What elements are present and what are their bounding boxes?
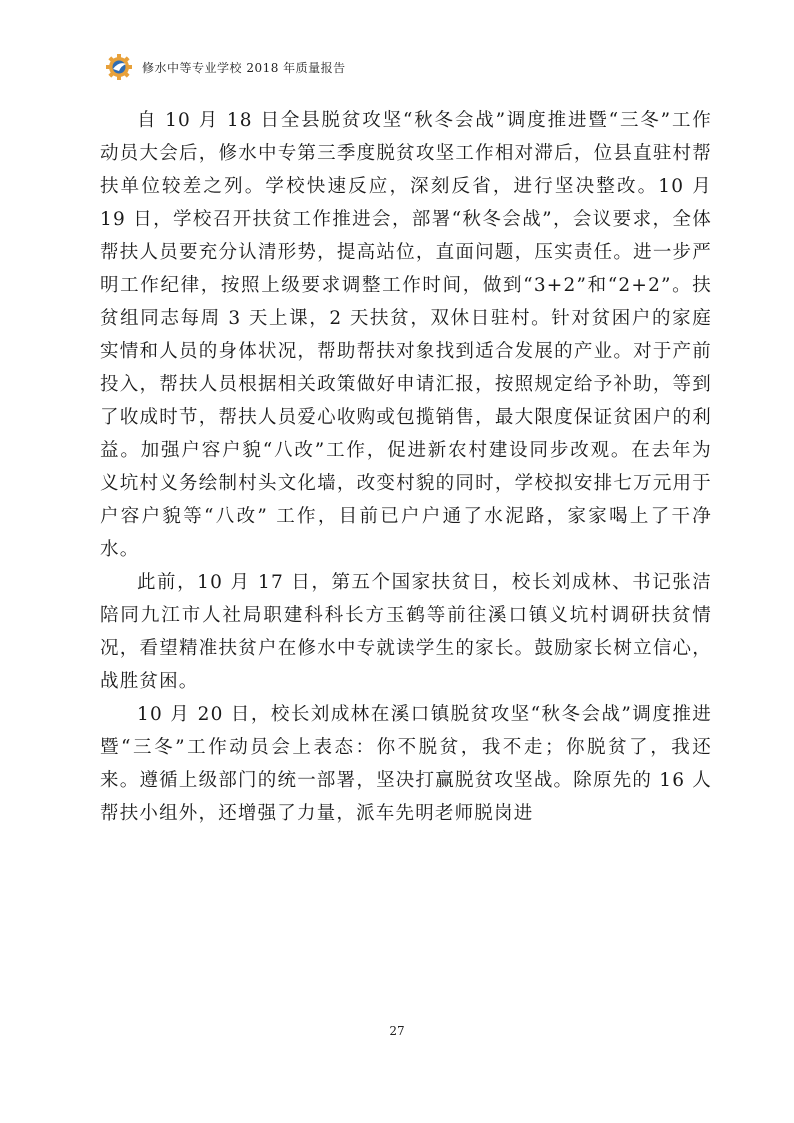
school-logo-icon	[104, 52, 134, 82]
document-body	[100, 104, 712, 830]
report-title: 修水中等专业学校 2018 年质量报告	[142, 60, 346, 75]
page-number: 27	[389, 1024, 405, 1038]
paragraph-1: 自 10 月 18 日全县脱贫攻坚“秋冬会战”调度推进暨“三冬”工作动员大会后，修水中专第三季度脱贫攻坚工作相对滞后，位县直驻村帮扶单位较差之列。学校快速反应，深刻反省，进行坚决整改。10 月 19 日，学校召开扶贫工作推进会，部署“秋冬会战”，会议要求，全体帮扶人员要充分认清形势，提高站位，直面问题，压实责任。进一步严明工作纪律，按照上级要求调整工作时间，做到“3+2”和“2+2”。扶贫组同志每周 3 天上课，2 天扶贫，双休日驻村。针对贫困户的家庭实情和人员的身体状况，帮助帮扶对象找到适合发展的产业。对于产前投入，帮扶人员根据相关政策做好申请汇报，按照规定给予补助，等到了收成时节，帮扶人员爱心收购或包揽销售，最大限度保证贫困户的利益。加强户容户貌“八改”工作，促进新农村建设同步改观。在去年为义坑村义务绘制村头文化墙，改变村貌的同时，学校拟安排七万元用于户容户貌等“八改” 工作，目前已户户通了水泥路，家家喝上了干净水。	[100, 110, 712, 560]
paragraph-3: 10 月 20 日，校长刘成林在溪口镇脱贫攻坚“秋冬会战”调度推进暨“三冬”工作动员会上表态：你不脱贫，我不走；你脱贫了，我还来。遵循上级部门的统一部署，坚决打赢脱贫攻坚战。除原先的 16 人帮扶小组外，还增强了力量，派车先明老师脱岗进	[100, 704, 712, 824]
paragraph-2: 此前，10 月 17 日，第五个国家扶贫日，校长刘成林、书记张洁陪同九江市人社局职建科科长方玉鹤等前往溪口镇义坑村调研扶贫情况，看望精准扶贫户在修水中专就读学生的家长。鼓励家长树立信心，战胜贫困。	[100, 572, 712, 692]
page-header	[104, 50, 346, 84]
